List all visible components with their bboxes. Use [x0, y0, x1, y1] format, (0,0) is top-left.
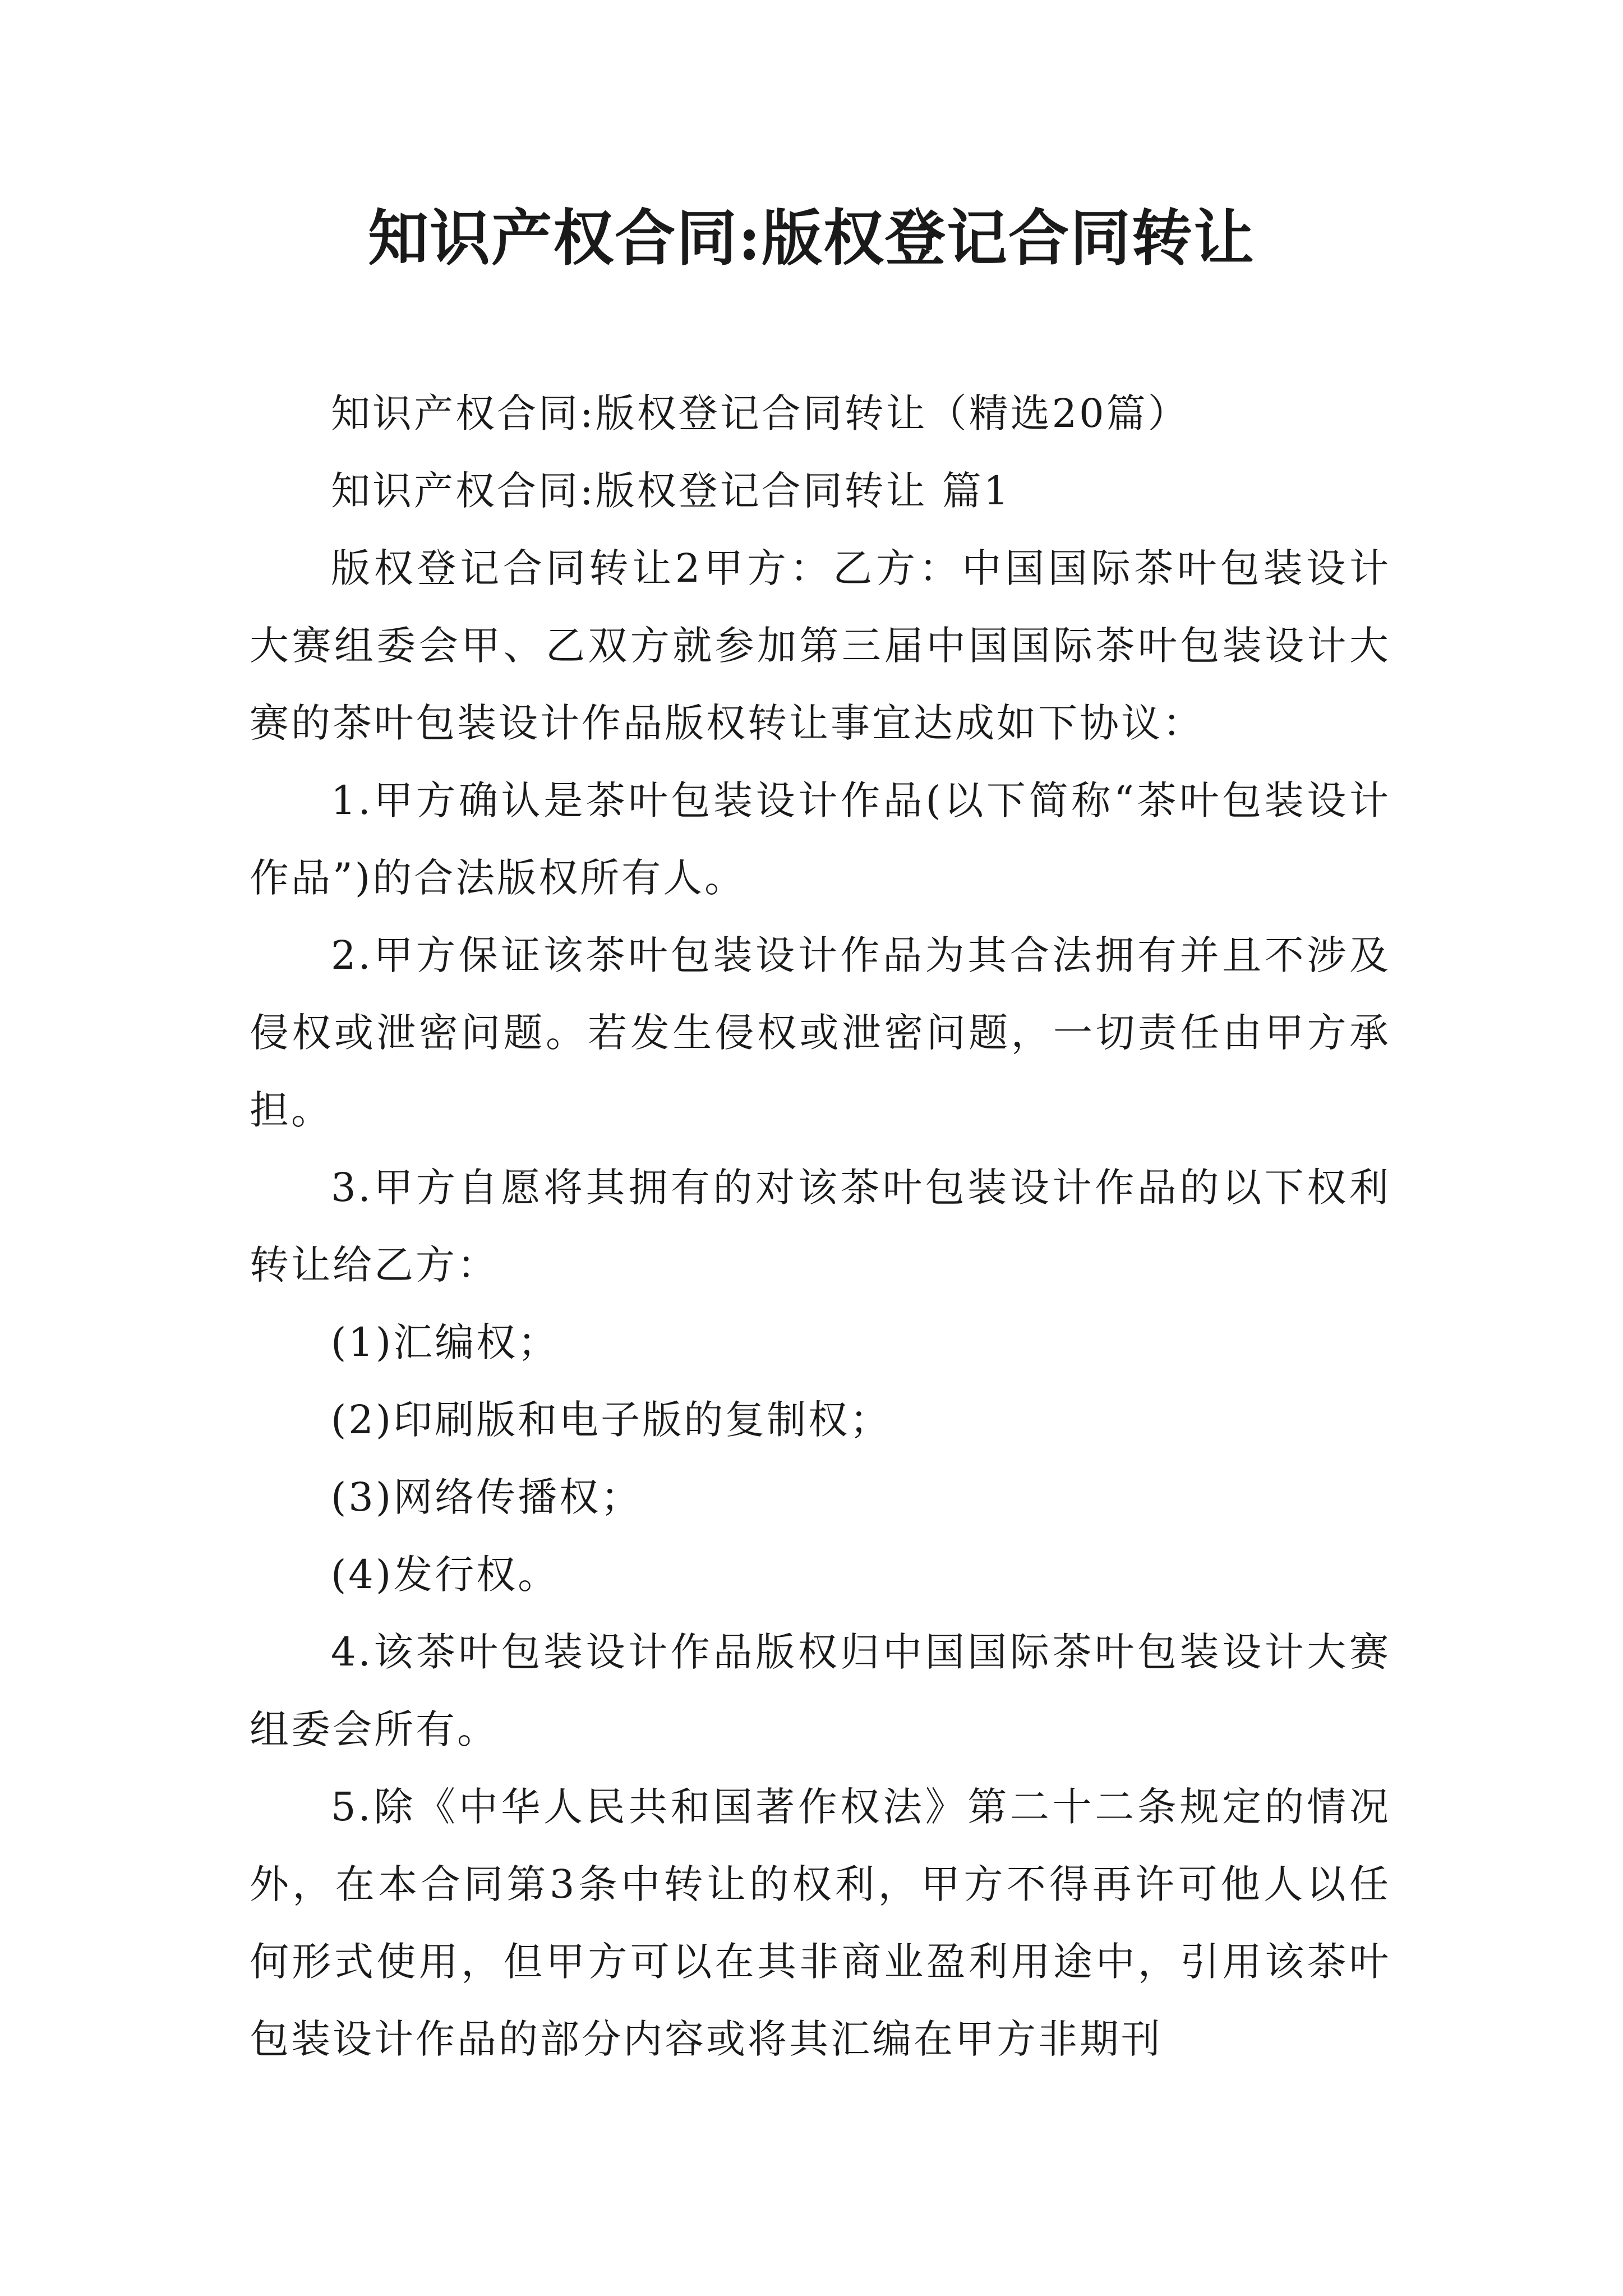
document-title: 知识产权合同:版权登记合同转让	[368, 203, 1255, 274]
paragraph-clause-4: 4.该茶叶包装设计作品版权归中国国际茶叶包装设计大赛组委会所有。	[250, 1629, 1391, 1752]
list-item-right-2: (2)印刷版和电子版的复制权；	[331, 1397, 892, 1443]
list-item-right-3: (3)网络传播权；	[331, 1474, 643, 1520]
section-heading: 知识产权合同:版权登记合同转让 篇1	[331, 468, 1011, 514]
paragraph-clause-3: 3.甲方自愿将其拥有的对该茶叶包装设计作品的以下权利转让给乙方：	[250, 1165, 1391, 1288]
document-body	[250, 375, 1391, 2078]
paragraph-intro: 版权登记合同转让2甲方：乙方：中国国际茶叶包装设计大赛组委会甲、乙双方就参加第三届中国国际茶叶包装设计大赛的茶叶包装设计作品版权转让事宜达成如下协议：	[250, 545, 1391, 746]
list-item-right-1: (1)汇编权；	[331, 1319, 560, 1365]
subtitle-line: 知识产权合同:版权登记合同转让（精选20篇）	[331, 390, 1189, 436]
paragraph-clause-2: 2.甲方保证该茶叶包装设计作品为其合法拥有并且不涉及侵权或泄密问题。若发生侵权或泄密问题，一切责任由甲方承担。	[250, 932, 1391, 1133]
paragraph-clause-5: 5.除《中华人民共和国著作权法》第二十二条规定的情况外，在本合同第3条中转让的权利，甲方不得再许可他人以任何形式使用，但甲方可以在其非商业盈利用途中，引用该茶叶包装设计作品的部分内容或将其汇编在甲方非期刊	[250, 1784, 1391, 2062]
paragraph-clause-1: 1.甲方确认是茶叶包装设计作品(以下简称“茶叶包装设计作品”)的合法版权所有人。	[250, 777, 1391, 901]
list-item-right-4: (4)发行权。	[331, 1552, 560, 1598]
